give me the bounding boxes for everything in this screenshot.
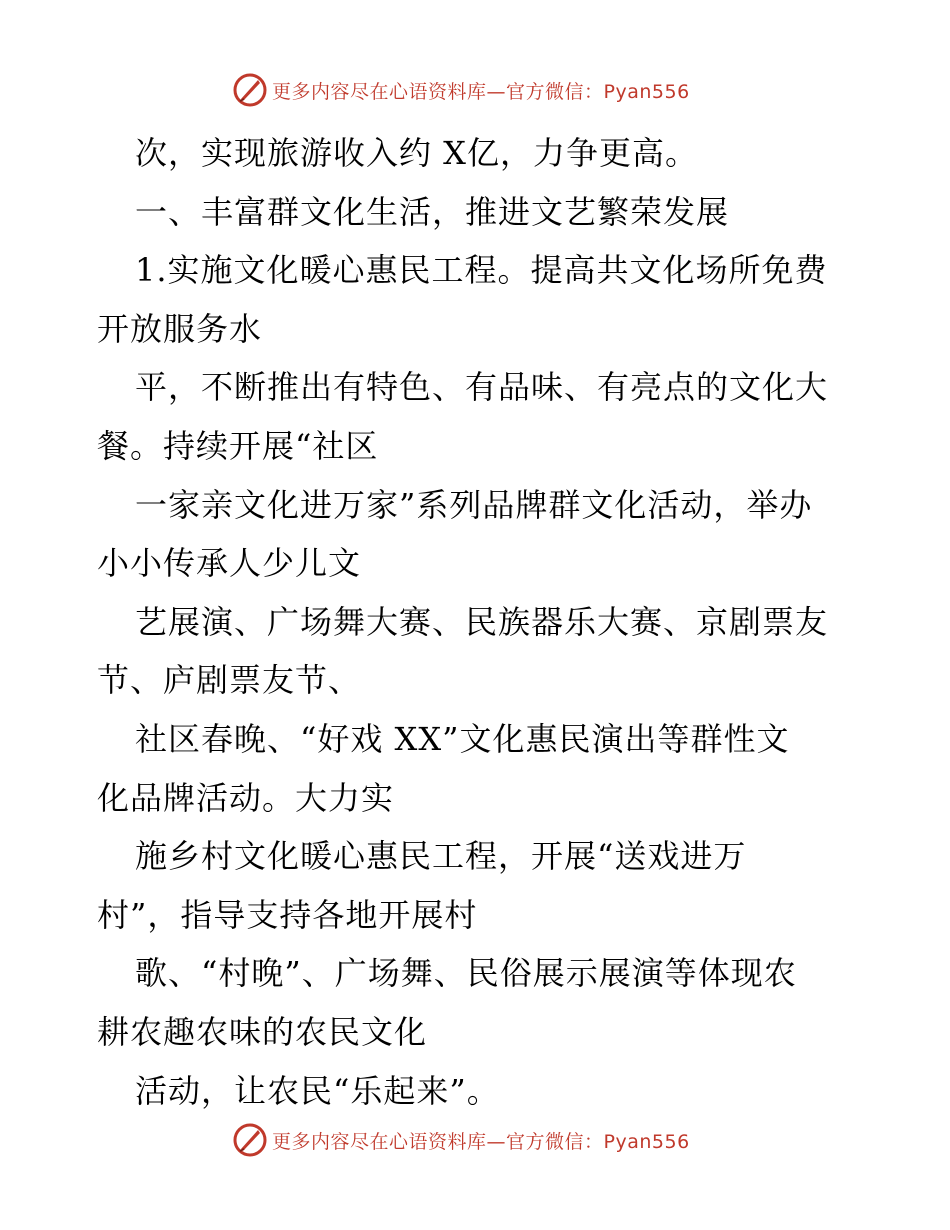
- text-line: 施乡村文化暖心惠民工程，开展“送戏进万: [135, 837, 747, 876]
- footer-banner: [232, 1120, 732, 1160]
- text-line: 艺展演、广场舞大赛、民族器乐大赛、京剧票友: [135, 602, 829, 641]
- text-line: 村”，指导支持各地开展村: [97, 895, 478, 934]
- text-line: 活动，让农民“乐起来”。: [135, 1071, 500, 1110]
- text-line: 1.实施文化暖心惠民工程。提高共文化场所免费: [135, 251, 828, 290]
- text-line: 餐。持续开展“社区: [97, 426, 379, 465]
- text-line: 耕农趣农味的农民文化: [97, 1012, 428, 1051]
- text-line: 小小传承人少儿文: [97, 544, 362, 583]
- text-line: 平，不断推出有特色、有品味、有亮点的文化大: [135, 368, 829, 407]
- header-banner: [232, 70, 732, 110]
- quill-logo-icon: [232, 72, 268, 108]
- quill-logo-icon: [232, 1122, 268, 1158]
- banner-text: 更多内容尽在心语资料库—官方微信：Pyan556: [272, 80, 690, 103]
- banner-text: 更多内容尽在心语资料库—官方微信：Pyan556: [272, 1130, 690, 1153]
- text-line: 化品牌活动。大力实: [97, 778, 395, 817]
- text-line: 社区春晚、“好戏 XX”文化惠民演出等群性文: [135, 719, 790, 758]
- text-line: 开放服务水: [97, 309, 263, 348]
- document-body: [97, 124, 867, 1120]
- text-line: 次，实现旅游收入约 X亿，力争更高。: [135, 134, 698, 172]
- text-line: 一、丰富群文化生活，推进文艺繁荣发展: [135, 192, 730, 231]
- text-line: 节、庐剧票友节、: [97, 661, 362, 700]
- text-line: 一家亲文化进万家”系列品牌群文化活动，举办: [135, 485, 813, 524]
- text-line: 歌、“村晚”、广场舞、民俗展示展演等体现农: [135, 954, 797, 993]
